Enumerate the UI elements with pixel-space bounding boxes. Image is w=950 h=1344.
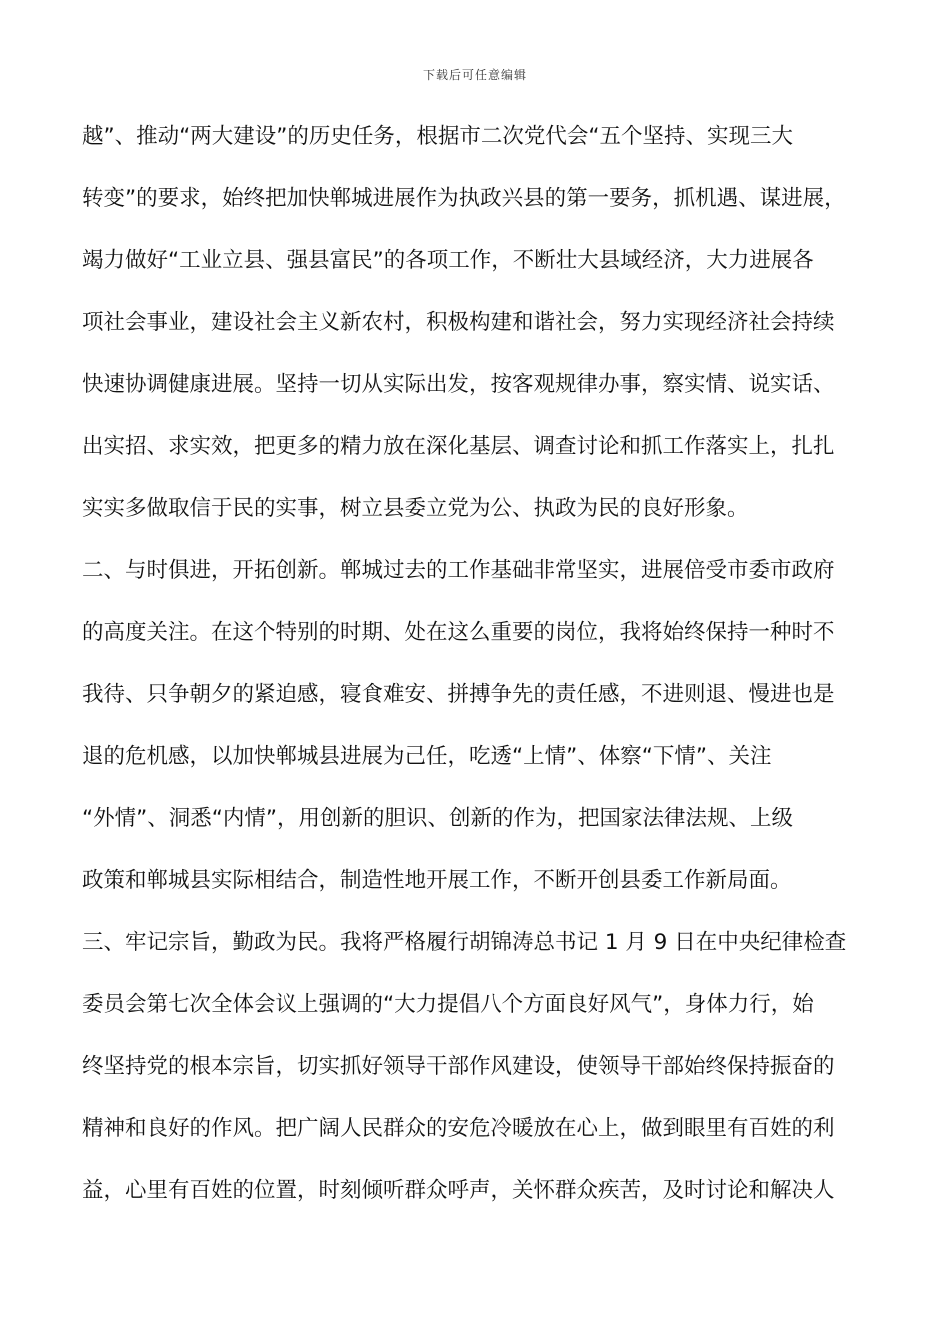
text-line: “外情”、洞悉“内情”，用创新的胆识、创新的作为，把国家法律法规、上级 bbox=[82, 806, 794, 831]
text-line: 转变”的要求，始终把加快郸城进展作为执政兴县的第一要务，抓机遇、谋进展， bbox=[82, 186, 846, 211]
text-line: 实实多做取信于民的实事，树立县委立党为公、执政为民的良好形象。 bbox=[82, 496, 749, 521]
text-line: 项社会事业，建设社会主义新农村，积极构建和谐社会，努力实现经济社会持续 bbox=[82, 310, 835, 335]
text-line: 终坚持党的根本宗旨，切实抓好领导干部作风建设，使领导干部始终保持振奋的 bbox=[82, 1054, 835, 1079]
text-line: 益，心里有百姓的位置，时刻倾听群众呼声，关怀群众疾苦，及时讨论和解决人 bbox=[82, 1178, 835, 1203]
document-body bbox=[82, 117, 882, 1233]
text-line: 二、与时俱进，开拓创新。郸城过去的工作基础非常坚实，进展倍受市委市政府 bbox=[82, 558, 835, 583]
text-line: 出实招、求实效，把更多的精力放在深化基层、调查讨论和抓工作落实上，扎扎 bbox=[82, 434, 835, 459]
text-line: 三、牢记宗旨，勤政为民。我将严格履行胡锦涛总书记 1 月 9 日在中央纪律检查 bbox=[82, 930, 847, 955]
text-line: 精神和良好的作风。把广阔人民群众的安危冷暖放在心上，做到眼里有百姓的利 bbox=[82, 1116, 835, 1141]
page-header-note: 下载后可任意编辑 bbox=[422, 68, 527, 82]
text-line: 越”、推动“两大建设”的历史任务，根据市二次党代会“五个坚持、实现三大 bbox=[82, 124, 794, 149]
text-line: 政策和郸城县实际相结合，制造性地开展工作，不断开创县委工作新局面。 bbox=[82, 868, 792, 893]
text-line: 我待、只争朝夕的紧迫感，寝食难安、拼搏争先的责任感，不进则退、慢进也是 bbox=[82, 682, 835, 707]
text-line: 快速协调健康进展。坚持一切从实际出发，按客观规律办事，察实情、说实话、 bbox=[82, 372, 835, 397]
text-line: 竭力做好“工业立县、强县富民”的各项工作，不断壮大县域经济，大力进展各 bbox=[82, 248, 814, 273]
text-line: 的高度关注。在这个特别的时期、处在这么重要的岗位，我将始终保持一种时不 bbox=[82, 620, 835, 645]
text-line: 退的危机感，以加快郸城县进展为己任，吃透“上情”、体察“下情”、关注 bbox=[82, 744, 772, 769]
text-line: 委员会第七次全体会议上强调的“大力提倡八个方面良好风气”，身体力行，始 bbox=[82, 992, 814, 1017]
